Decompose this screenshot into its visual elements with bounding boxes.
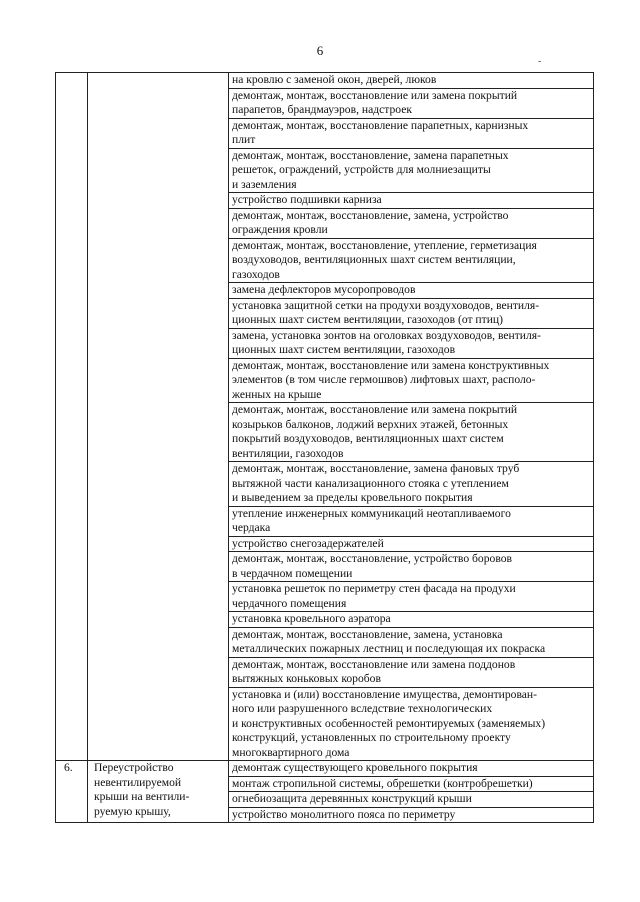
scan-mark: - (538, 56, 542, 67)
work-item-cell: установка кровельного аэратора (229, 612, 594, 628)
work-item-cell: замена, установка зонтов на оголовках воздуховодов, вентиля- ционных шахт систем вентиляции, газоходов (229, 328, 594, 358)
work-item-cell: утепление инженерных коммуникаций неотапливаемого чердака (229, 506, 594, 536)
title-cell-empty (88, 73, 229, 761)
work-item-cell: демонтаж существующего кровельного покрытия (229, 761, 594, 777)
work-item-cell: замена дефлекторов мусоропроводов (229, 283, 594, 299)
work-item-cell: демонтаж, монтаж, восстановление или замена конструктивных элементов (в том числе гермошвов) лифтовых шахт, располо- женных на крыше (229, 358, 594, 403)
work-item-cell: огнебиозащита деревянных конструкций крыши (229, 792, 594, 808)
work-item-cell: устройство подшивки карниза (229, 193, 594, 209)
section-number: 6. (56, 761, 88, 823)
number-cell-empty (56, 73, 88, 761)
works-table-body (56, 73, 594, 823)
works-table (55, 72, 594, 823)
work-item-cell: установка защитной сетки на продухи воздуховодов, вентиля- ционных шахт систем вентиляции, газоходов (от птиц) (229, 298, 594, 328)
table-row (56, 761, 594, 777)
work-item-cell: демонтаж, монтаж, восстановление или замена поддонов вытяжных коньковых коробов (229, 657, 594, 687)
work-item-cell: демонтаж, монтаж, восстановление, утепление, герметизация воздуховодов, вентиляционных шахт систем вентиляции, газоходов (229, 238, 594, 283)
work-item-cell: демонтаж, монтаж, восстановление, замена, устройство ограждения кровли (229, 208, 594, 238)
work-item-cell: на кровлю с заменой окон, дверей, люков (229, 73, 594, 89)
work-item-cell: демонтаж, монтаж, восстановление парапетных, карнизных плит (229, 118, 594, 148)
work-item-cell: демонтаж, монтаж, восстановление, замена парапетных решеток, ограждений, устройств для молниезащиты и заземления (229, 148, 594, 193)
work-item-cell: демонтаж, монтаж, восстановление, замена фановых труб вытяжной части канализационного стояка с утеплением и выведением за пределы кровельного покрытия (229, 462, 594, 507)
work-item-cell: монтаж стропильной системы, обрешетки (контробрешетки) (229, 776, 594, 792)
table-row (56, 73, 594, 89)
work-item-cell: демонтаж, монтаж, восстановление или замена покрытий козырьков балконов, лоджий верхних этажей, бетонных покрытий воздуховодов, вентиляционных шахт систем вентиляции, газоходов (229, 403, 594, 462)
work-item-cell: демонтаж, монтаж, восстановление, устройство боровов в чердачном помещении (229, 552, 594, 582)
work-item-cell: устройство снегозадержателей (229, 536, 594, 552)
work-item-cell: установка решеток по периметру стен фасада на продухи чердачного помещения (229, 582, 594, 612)
work-item-cell: устройство монолитного пояса по периметру (229, 807, 594, 823)
work-item-cell: установка и (или) восстановление имущества, демонтирован- ного или разрушенного вследствие технологических и конструктивных особенностей ремонтируемых (заменяемых) конструкций, установленных по строительному проекту многоквартирного дома (229, 687, 594, 761)
work-item-cell: демонтаж, монтаж, восстановление, замена, установка металлических пожарных лестниц и последующая их покраска (229, 627, 594, 657)
section-title: Переустройство невентилируемой крыши на вентили- руемую крышу, (88, 761, 229, 823)
work-item-cell: демонтаж, монтаж, восстановление или замена покрытий парапетов, брандмауэров, надстроек (229, 88, 594, 118)
page-number: 6 (316, 43, 324, 58)
